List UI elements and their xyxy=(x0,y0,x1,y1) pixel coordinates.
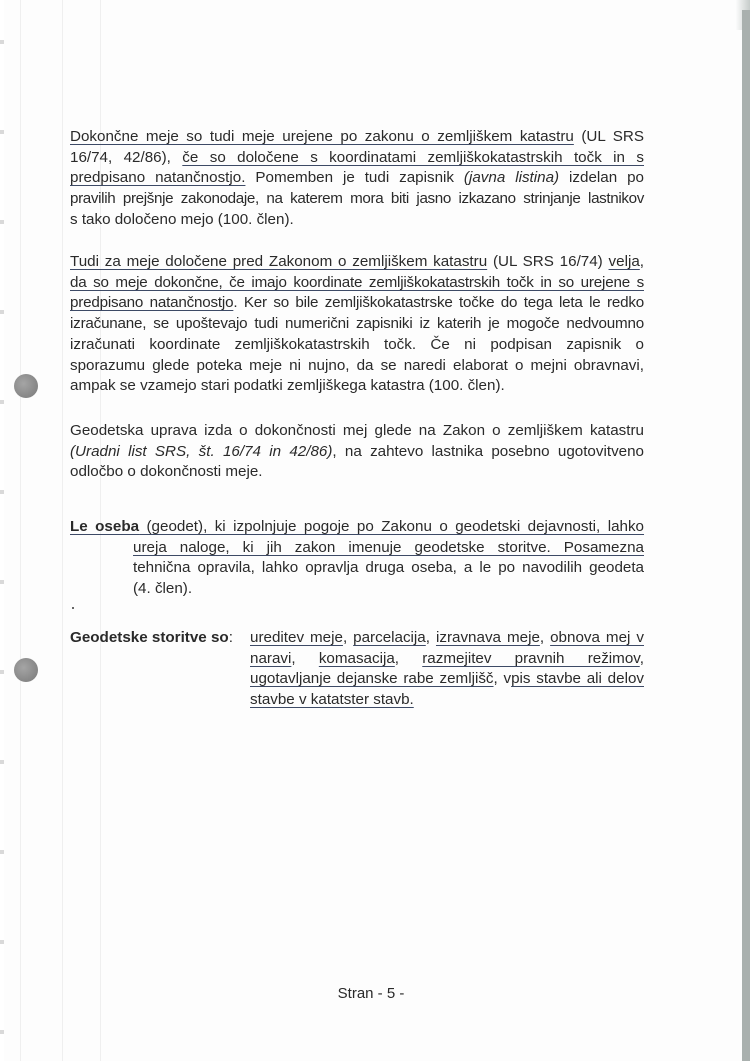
paragraph-line: da so meje dokončne, če imajo koordinate zemljiškokatastrskih točk in so urejene s xyxy=(70,273,644,291)
paragraph-line: ugotavljanje dejanske rabe zemljišč, vpis stavbe ali delov xyxy=(250,670,644,688)
left-scan-edge xyxy=(0,0,4,1061)
paragraph-line: (4. člen). xyxy=(133,580,193,598)
scan-edge-right xyxy=(742,10,750,1061)
paragraph-line: sporazumu glede poteka meje ni nujno, da se naredi elaborat o mejni obravnavi, xyxy=(70,356,644,374)
paragraph-line: predpisano natančnostjo. Pomemben je tudi zapisnik (javna listina) izdelan po xyxy=(70,169,644,187)
paragraph-line: izračunati koordinate zemljiškokatastrskih točk. Če ni podpisan zapisnik o xyxy=(70,335,644,353)
fold-line xyxy=(20,0,21,1061)
stray-mark xyxy=(72,607,74,609)
paragraph-line: stavbe v katatster stavb. xyxy=(250,691,414,709)
paragraph-line: Le oseba (geodet), ki izpolnjuje pogoje po Zakonu o geodetski dejavnosti, lahko xyxy=(70,518,645,535)
page-number: Stran - 5 - xyxy=(337,985,405,1002)
paragraph-line: ureja naloge, ki jih zakon imenuje geodetske storitve. Posamezna xyxy=(133,538,644,556)
paragraph-line: Dokončne meje so tudi meje urejene po zakonu o zemljiškem katastru (UL SRS xyxy=(70,128,644,145)
paragraph-3 xyxy=(70,421,644,483)
paragraph-4-body xyxy=(133,538,644,600)
term-label: Le oseba xyxy=(70,518,140,535)
paragraph-5-body xyxy=(250,628,644,711)
paragraph-line: ureditev meje, parcelacija, izravnava meje, obnova mej v xyxy=(250,629,644,646)
punch-hole-icon xyxy=(14,374,38,398)
paragraph-2 xyxy=(70,252,644,397)
term-label: Geodetske storitve so: xyxy=(70,629,233,646)
paragraph-line: tehnična opravila, lahko opravlja druga oseba, a le po navodilih geodeta xyxy=(133,559,644,577)
paragraph-line: s tako določeno mejo (100. člen). xyxy=(70,210,294,228)
paragraph-line: ampak se vzamejo stari podatki zemljiškega katastra (100. člen). xyxy=(70,377,505,395)
fold-line xyxy=(62,0,63,1061)
paragraph-line: odločbo o dokončnosti meje. xyxy=(70,463,263,481)
paragraph-line: naravi, komasacija, razmejitev pravnih režimov, xyxy=(250,649,644,667)
paragraph-1 xyxy=(70,127,644,231)
paragraph-line: 16/74, 42/86), če so določene s koordinatami zemljiškokatastrskih točk in s xyxy=(70,148,644,166)
paragraph-4-first-line xyxy=(70,517,644,538)
paragraph-line: izračunane, se upoštevajo tudi numerični zapisniki iz katerih je mogoče nedvoumno xyxy=(70,315,644,333)
paragraph-line: Geodetska uprava izda o dokončnosti mej glede na Zakon o zemljiškem katastru xyxy=(70,422,644,439)
paragraph-line: pravilih prejšnje zakonodaje, na katerem mora biti jasno izkazano strinjanje lastnikov xyxy=(70,190,644,208)
paragraph-line: predpisano natančnostjo. Ker so bile zemljiškokatastrske točke do tega leta le redko xyxy=(70,294,644,312)
punch-hole-icon xyxy=(14,658,38,682)
paragraph-line: Tudi za meje določene pred Zakonom o zemljiškem katastru (UL SRS 16/74) velja, xyxy=(70,253,645,270)
paragraph-line: (Uradni list SRS, št. 16/74 in 42/86), na zahtevo lastnika posebno ugotovitveno xyxy=(70,442,644,460)
paragraph-5-label xyxy=(70,628,260,649)
